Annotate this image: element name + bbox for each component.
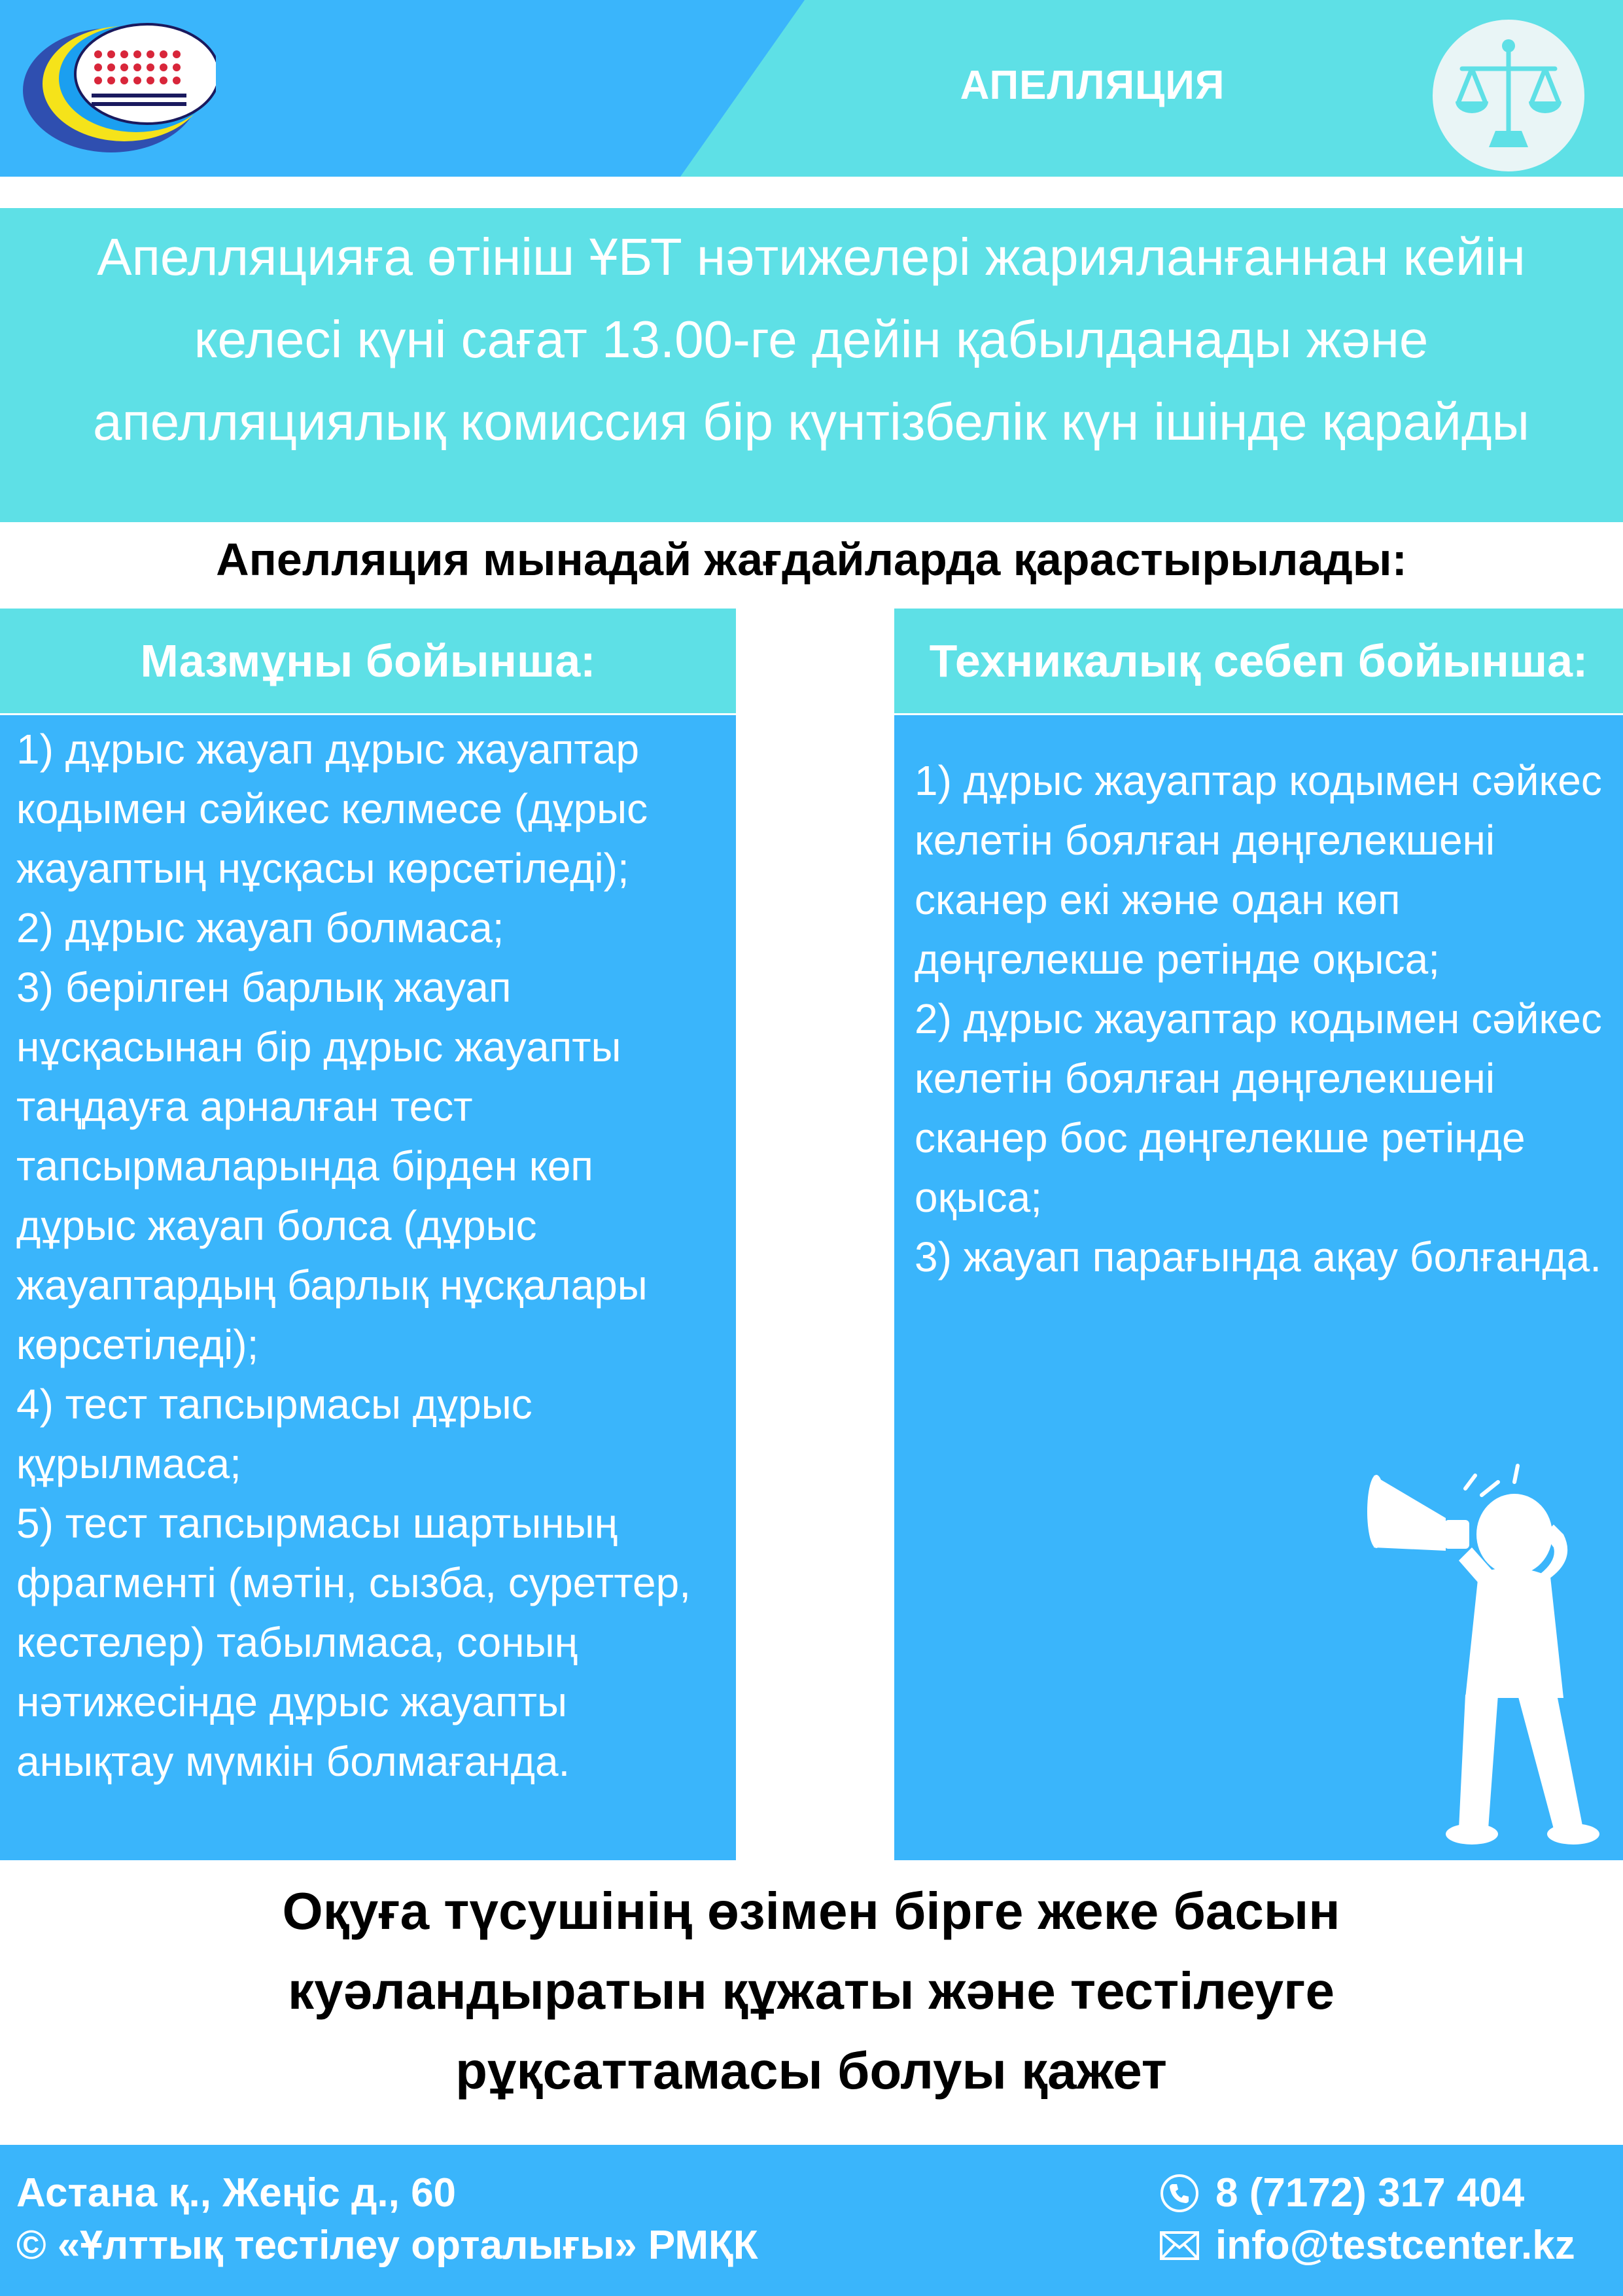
email-address: info@testcenter.kz — [1215, 2223, 1575, 2268]
left-column-heading: Мазмұны бойынша: — [0, 609, 736, 713]
envelope-icon — [1159, 2231, 1200, 2261]
intro-text: Апелляцияға өтініш ҰБТ нәтижелері жарияланғаннан кейін келесі күні сағат 13.00-ге дейін қабылданады және апелляциялық комиссия бір күнтізбелік күн ішінде қарайды — [92, 228, 1530, 451]
section-subtitle: Апелляция мынадай жағдайларда қарастырылады: — [216, 534, 1407, 585]
phone-icon — [1159, 2173, 1200, 2214]
footer-email[interactable] — [1159, 2219, 1575, 2272]
right-column-heading: Техникалық себеп бойынша: — [894, 609, 1623, 713]
left-column-list: 1) дұрыс жауап дұрыс жауаптар кодымен сәйкес келмесе (дұрыс жауаптың нұсқасы көрсетіледі); 2) дұрыс жауап болмаса; 3) берілген барлық жауап нұсқасынан бір дұрыс жауапты таңдауға арналған тест тапсырмаларында бірден көп дұрыс жауап болса (дұрыс жауаптардың барлық нұсқалары көрсетіледі); 4) тест тапсырмасы дұрыс құрылмаса; 5) тест тапсырмасы шартының фрагменті (мәтін, сызба, суреттер, кестелер) табылмаса, соның нәтижесінде дұрыс жауапты анықтау мүмкін болмағанда. — [16, 726, 691, 1785]
right-column-list: 1) дұрыс жауаптар кодымен сәйкес келетін боялған дөңгелекшені сканер екі және одан көп дөңгелекше ретінде оқыса; 2) дұрыс жауаптар кодымен сәйкес келетін боялған дөңгелекшені сканер бос дөңгелекше ретінде оқыса; 3) жауап парағында ақау болғанда. — [915, 757, 1602, 1280]
phone-number: 8 (7172) 317 404 — [1215, 2170, 1525, 2216]
footer-address: Астана қ., Жеңіс д., 60 — [16, 2170, 457, 2216]
header-banner — [0, 0, 1623, 177]
required-documents-notice: Оқуға түсушінің өзімен бірге жеке басын куәландыратын құжаты және тестілеуге рұқсаттамасы болуы қажет — [282, 1882, 1340, 2100]
megaphone-person-illustration — [1367, 1462, 1603, 1848]
scales-of-justice-icon — [1433, 20, 1584, 171]
testing-center-logo — [20, 18, 216, 156]
footer-organization: © «Ұлттық тестілеу орталығы» РМҚК — [16, 2223, 758, 2268]
footer-phone[interactable] — [1159, 2167, 1524, 2219]
page-title: АПЕЛЛЯЦИЯ — [960, 63, 1225, 108]
